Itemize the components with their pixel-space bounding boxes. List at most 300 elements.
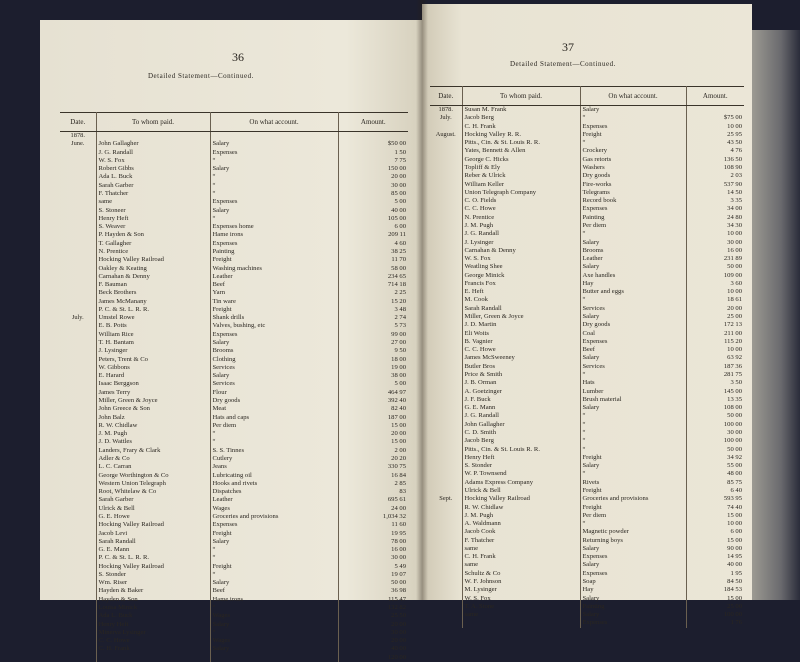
date-cell [430, 288, 462, 296]
table-row [60, 256, 408, 264]
table-row [60, 322, 408, 330]
payee-cell: C. H. Frank [96, 645, 210, 653]
account-cell: Salary [210, 372, 338, 380]
table-row [430, 131, 744, 139]
table-row [430, 305, 744, 313]
payee-cell: James Terry [96, 389, 210, 397]
account-cell: S. S. Tinnes [210, 447, 338, 455]
table-row [60, 472, 408, 480]
account-cell: Services [210, 380, 338, 388]
date-cell [60, 397, 96, 405]
account-cell: Crockery [580, 147, 686, 155]
amount-cell: 25 95 [686, 131, 744, 139]
amount-cell: 19 07 [338, 571, 408, 579]
account-cell: Gas retorts [580, 156, 686, 164]
payee-cell: S. Weaver [96, 223, 210, 231]
payee-cell: N. Prentice [96, 248, 210, 256]
account-cell: Salary [580, 313, 686, 321]
account-cell: Painting [210, 248, 338, 256]
table-row [430, 537, 744, 545]
date-cell [60, 438, 96, 446]
payee-cell: W. Gibbons [96, 364, 210, 372]
table-row [430, 611, 744, 619]
account-cell: Per diem [210, 422, 338, 430]
account-cell: Hame irons [210, 231, 338, 239]
amount-cell: 16 00 [686, 247, 744, 255]
account-cell: Expenses [210, 240, 338, 248]
payee-cell: W. P. Townsend [462, 470, 580, 478]
table-row [430, 288, 744, 296]
table-row [60, 530, 408, 538]
date-cell [60, 422, 96, 430]
amount-cell: 2 03 [686, 172, 744, 180]
payee-cell: C. H. Frank [462, 123, 580, 131]
date-cell [60, 571, 96, 579]
table-row [430, 512, 744, 520]
table-row [60, 231, 408, 239]
table-row [430, 272, 744, 280]
table-row [430, 123, 744, 131]
date-cell [430, 197, 462, 205]
amount-cell: 14 50 [686, 189, 744, 197]
date-cell [430, 205, 462, 213]
amount-cell: 50 00 [686, 412, 744, 420]
payee-cell: Union Telegraph Company [462, 189, 580, 197]
date-cell [60, 554, 96, 562]
table-row [60, 215, 408, 223]
page-heading: Detailed Statement—Continued. [148, 72, 254, 80]
date-cell [60, 563, 96, 571]
payee-cell: Yates, Bennett & Allen [462, 147, 580, 155]
account-cell: Salary [210, 621, 338, 629]
date-cell [60, 198, 96, 206]
table-row [430, 330, 744, 338]
amount-cell: 82 40 [338, 405, 408, 413]
table-row [60, 132, 408, 141]
amount-cell: 18 00 [338, 356, 408, 364]
account-cell: Expenses [210, 331, 338, 339]
payee-cell: Minerva Lysinger [96, 629, 210, 637]
date-cell [430, 528, 462, 536]
table-row [430, 205, 744, 213]
amount-cell: 78 00 [338, 538, 408, 546]
account-cell: Salary [580, 545, 686, 553]
date-cell [430, 330, 462, 338]
account-cell: Hame irons [210, 596, 338, 604]
amount-cell: 40 00 [338, 207, 408, 215]
amount-cell: 4 76 [686, 147, 744, 155]
account-cell: Clothing [210, 356, 338, 364]
amount-cell: 24 00 [338, 505, 408, 513]
table-row [430, 247, 744, 255]
payee-cell: George Worthington & Co [96, 472, 210, 480]
date-cell [430, 462, 462, 470]
payee-cell: T. H. Bantam [96, 339, 210, 347]
date-cell [430, 379, 462, 387]
date-cell [430, 578, 462, 586]
table-row [60, 165, 408, 173]
account-cell: Groceries and provisions [210, 513, 338, 521]
amount-cell: 145 00 [686, 388, 744, 396]
payee-cell: Sarah Randall [96, 538, 210, 546]
table-row [60, 298, 408, 306]
account-cell: Services [580, 305, 686, 313]
payee-cell: S. Stoneer [96, 207, 210, 215]
table-row [430, 139, 744, 147]
date-cell [430, 296, 462, 304]
account-cell: Beef [580, 346, 686, 354]
payee-cell: J. Lysinger [96, 347, 210, 355]
table-row [430, 313, 744, 321]
date-cell [430, 272, 462, 280]
table-row [60, 587, 408, 595]
account-cell: Salary [210, 140, 338, 148]
payee-cell: M. Cook [462, 296, 580, 304]
payee-cell: J. G. Randall [96, 149, 210, 157]
payee-cell: P. Hayden & Son [96, 231, 210, 239]
table-row [430, 545, 744, 553]
date-cell: August. [430, 131, 462, 139]
payee-cell: Pitts., Cin. & St. Louis R. R. [462, 139, 580, 147]
amount-cell: 34 92 [686, 454, 744, 462]
ledger-table [430, 86, 744, 628]
date-cell [430, 446, 462, 454]
table-row [430, 296, 744, 304]
payee-cell: Pitts., Cin. & St. Louis R. R. [462, 446, 580, 454]
payee-cell: Oakley & Keating [96, 265, 210, 273]
payee-cell: Robert Gibbs [96, 165, 210, 173]
payee-cell: Susan M. Frank [462, 106, 580, 115]
account-cell: Salary [580, 404, 686, 412]
payee-cell: G. E. Mann [462, 404, 580, 412]
date-cell [60, 182, 96, 190]
amount-cell: 234 65 [338, 273, 408, 281]
payee-cell: S. Stonder [462, 462, 580, 470]
table-row [430, 172, 744, 180]
date-cell [60, 521, 96, 529]
table-row [430, 164, 744, 172]
amount-cell: 15 00 [686, 512, 744, 520]
table-row [60, 645, 408, 653]
account-cell: “ [580, 230, 686, 238]
account-cell: Magnetic powder [580, 528, 686, 536]
payee-cell: Hocking Valley Railroad [96, 521, 210, 529]
amount-cell: 3 48 [338, 306, 408, 314]
date-cell [430, 189, 462, 197]
table-header-row [430, 87, 744, 106]
amount-cell: 464 97 [338, 389, 408, 397]
date-cell [430, 338, 462, 346]
payee-cell: Adler & Co [96, 455, 210, 463]
amount-cell: 6 00 [338, 223, 408, 231]
date-cell [430, 537, 462, 545]
account-cell: Hats and caps [210, 414, 338, 422]
payee-cell: P. C. & St. L. R. R. [96, 306, 210, 314]
date-cell [430, 156, 462, 164]
table-row [60, 347, 408, 355]
payee-cell: R. W. Chidlaw [96, 422, 210, 430]
amount-cell: 19 00 [338, 364, 408, 372]
date-cell [60, 505, 96, 513]
payee-cell: same [462, 611, 580, 619]
amount-cell: 34 30 [686, 222, 744, 230]
amount-cell: 4 60 [338, 240, 408, 248]
account-cell: Expenses [580, 570, 686, 578]
table-row [60, 173, 408, 181]
date-cell [60, 645, 96, 653]
table-row [430, 553, 744, 561]
account-cell: Salary [580, 354, 686, 362]
payee-cell: Jacob Berg [462, 437, 580, 445]
amount-cell: 5 73 [338, 322, 408, 330]
date-cell [60, 430, 96, 438]
account-cell: Coal [580, 330, 686, 338]
account-cell: “ [580, 437, 686, 445]
column-header-amount: Amount. [338, 113, 408, 132]
payee-cell: Adams Express Company [462, 479, 580, 487]
amount-cell: $75 00 [686, 114, 744, 122]
date-cell [60, 488, 96, 496]
table-row [430, 462, 744, 470]
amount-cell: 120 00 [338, 654, 408, 662]
date-cell [430, 479, 462, 487]
payee-cell: W. S. Fox [462, 255, 580, 263]
payee-cell: J. M. Pugh [462, 512, 580, 520]
payee-cell: William Rice [96, 331, 210, 339]
amount-cell: 136 50 [686, 156, 744, 164]
table-row [430, 429, 744, 437]
date-cell: Sept. [430, 495, 462, 503]
payee-cell: John Greece & Son [96, 405, 210, 413]
table-row [430, 619, 744, 627]
account-cell: “ [580, 520, 686, 528]
date-cell [60, 538, 96, 546]
date-cell [60, 546, 96, 554]
payee-cell: F. Bauman [96, 281, 210, 289]
date-cell [60, 629, 96, 637]
payee-cell: C. C. Howe [462, 205, 580, 213]
payee-cell: C. C. Howe [462, 346, 580, 354]
date-cell [60, 190, 96, 198]
payee-cell: George Minick [462, 272, 580, 280]
payee-cell: Jacob Cook [462, 528, 580, 536]
table-row [60, 447, 408, 455]
date-cell [430, 470, 462, 478]
amount-cell: 40 00 [338, 645, 408, 653]
table-row [430, 603, 744, 611]
amount-cell: 330 75 [338, 463, 408, 471]
payee-cell: George C. Hicks [462, 156, 580, 164]
payee-cell: Umstel Rowe [96, 314, 210, 322]
account-cell [210, 132, 338, 141]
date-cell [60, 265, 96, 273]
ledger-body [60, 132, 408, 662]
account-cell: Freight [580, 131, 686, 139]
account-cell: Hooks and rivets [210, 480, 338, 488]
amount-cell: 1 50 [338, 149, 408, 157]
account-cell: Expenses [210, 521, 338, 529]
payee-cell: J. B. Orman [462, 379, 580, 387]
amount-cell: 6 00 [686, 528, 744, 536]
table-row [60, 571, 408, 579]
date-cell [430, 214, 462, 222]
amount-cell: 9 50 [338, 347, 408, 355]
date-cell [60, 306, 96, 314]
table-row [60, 554, 408, 562]
left-page [40, 20, 422, 600]
column-header-account: On what account. [210, 113, 338, 132]
date-cell [430, 595, 462, 603]
date-cell [60, 256, 96, 264]
amount-cell: 209 11 [338, 231, 408, 239]
date-cell: July. [430, 114, 462, 122]
table-row [60, 289, 408, 297]
account-cell: Freight [580, 504, 686, 512]
amount-cell: 48 00 [686, 470, 744, 478]
table-row [430, 528, 744, 536]
date-cell [60, 248, 96, 256]
amount-cell: 90 00 [686, 545, 744, 553]
payee-cell: Henry Heft [96, 215, 210, 223]
payee-cell: Root, Whitelaw & Co [96, 488, 210, 496]
table-row [60, 480, 408, 488]
account-cell: Axe handles [580, 272, 686, 280]
amount-cell: 15 00 [338, 422, 408, 430]
payee-cell: Henry Heft [462, 454, 580, 462]
table-row [60, 248, 408, 256]
table-row [60, 380, 408, 388]
table-row [430, 561, 744, 569]
payee-cell: J. M. Pugh [462, 222, 580, 230]
payee-cell: W. F. Johnson [462, 578, 580, 586]
table-row [430, 280, 744, 288]
amount-cell: 10 00 [686, 123, 744, 131]
account-cell: Wages [210, 505, 338, 513]
account-cell: Lubricating oil [210, 472, 338, 480]
amount-cell: 281 75 [686, 371, 744, 379]
date-cell [430, 354, 462, 362]
date-cell [430, 346, 462, 354]
amount-cell: 20 00 [338, 173, 408, 181]
book-page-edges [752, 30, 800, 600]
account-cell: Salary [580, 595, 686, 603]
date-cell [430, 421, 462, 429]
account-cell: Salary [210, 339, 338, 347]
table-row [60, 654, 408, 662]
date-cell [430, 280, 462, 288]
date-cell [60, 380, 96, 388]
date-cell [430, 363, 462, 371]
table-row [60, 521, 408, 529]
table-row [60, 430, 408, 438]
payee-cell [462, 619, 580, 627]
date-cell [60, 356, 96, 364]
table-row [60, 405, 408, 413]
payee-cell: James McManany [96, 298, 210, 306]
amount-cell: 74 40 [686, 504, 744, 512]
payee-cell: E. Heft [462, 288, 580, 296]
amount-cell: 20 20 [338, 455, 408, 463]
date-cell [430, 321, 462, 329]
payee-cell: Isaac Berggson [96, 380, 210, 388]
table-row [430, 106, 744, 115]
table-row [60, 414, 408, 422]
amount-cell: 1,034 32 [338, 513, 408, 521]
payee-cell: Jacob Berg [462, 114, 580, 122]
account-cell: Lumber [580, 388, 686, 396]
date-cell [430, 553, 462, 561]
amount-cell: 3 50 [686, 379, 744, 387]
amount-cell: 100 00 [686, 437, 744, 445]
amount-cell: 109 00 [686, 272, 744, 280]
amount-cell: 6 40 [686, 487, 744, 495]
payee-cell: James McSweeney [462, 354, 580, 362]
account-cell: Salary [580, 611, 686, 619]
account-cell: Expenses [580, 338, 686, 346]
account-cell: Returning boys [580, 537, 686, 545]
account-cell: Salary [580, 106, 686, 115]
account-cell: Dry goods [580, 172, 686, 180]
amount-cell: 50 00 [686, 446, 744, 454]
account-cell: Washers [580, 164, 686, 172]
column-header-date: Date. [60, 113, 96, 132]
amount-cell: 63 92 [686, 354, 744, 362]
table-row [430, 404, 744, 412]
account-cell: Expenses home [210, 223, 338, 231]
account-cell: Washing machines [210, 265, 338, 273]
amount-cell: 187 00 [338, 414, 408, 422]
date-cell [60, 364, 96, 372]
date-cell [430, 172, 462, 180]
amount-cell: 15 00 [338, 438, 408, 446]
date-cell [60, 587, 96, 595]
amount-cell: 187 36 [686, 363, 744, 371]
date-cell [60, 173, 96, 181]
account-cell: Tin ware [210, 298, 338, 306]
amount-cell: 184 53 [686, 586, 744, 594]
date-cell [430, 396, 462, 404]
account-cell: Jeans [210, 463, 338, 471]
date-cell [60, 347, 96, 355]
amount-cell: 25 00 [686, 603, 744, 611]
account-cell: “ [580, 412, 686, 420]
account-cell: Freight [210, 306, 338, 314]
table-row [430, 454, 744, 462]
amount-cell: 99 00 [338, 331, 408, 339]
amount-cell: 20 00 [338, 621, 408, 629]
table-row [430, 487, 744, 495]
amount-cell: 15 00 [686, 595, 744, 603]
amount-cell: 1 95 [686, 570, 744, 578]
date-cell [430, 139, 462, 147]
account-cell: Butter and eggs [580, 288, 686, 296]
date-cell [430, 611, 462, 619]
date-cell [60, 455, 96, 463]
amount-cell: 11 70 [338, 256, 408, 264]
account-cell: Brooms [580, 247, 686, 255]
account-cell: Freight [210, 563, 338, 571]
table-row [60, 306, 408, 314]
table-row [60, 546, 408, 554]
date-cell [430, 545, 462, 553]
payee-cell: T. A. Stone [462, 603, 580, 611]
date-cell [430, 305, 462, 313]
account-cell: Per diem [580, 512, 686, 520]
account-cell: Fire-works [580, 181, 686, 189]
date-cell [430, 454, 462, 462]
date-cell: June. [60, 140, 96, 148]
account-cell: Expenses [210, 149, 338, 157]
